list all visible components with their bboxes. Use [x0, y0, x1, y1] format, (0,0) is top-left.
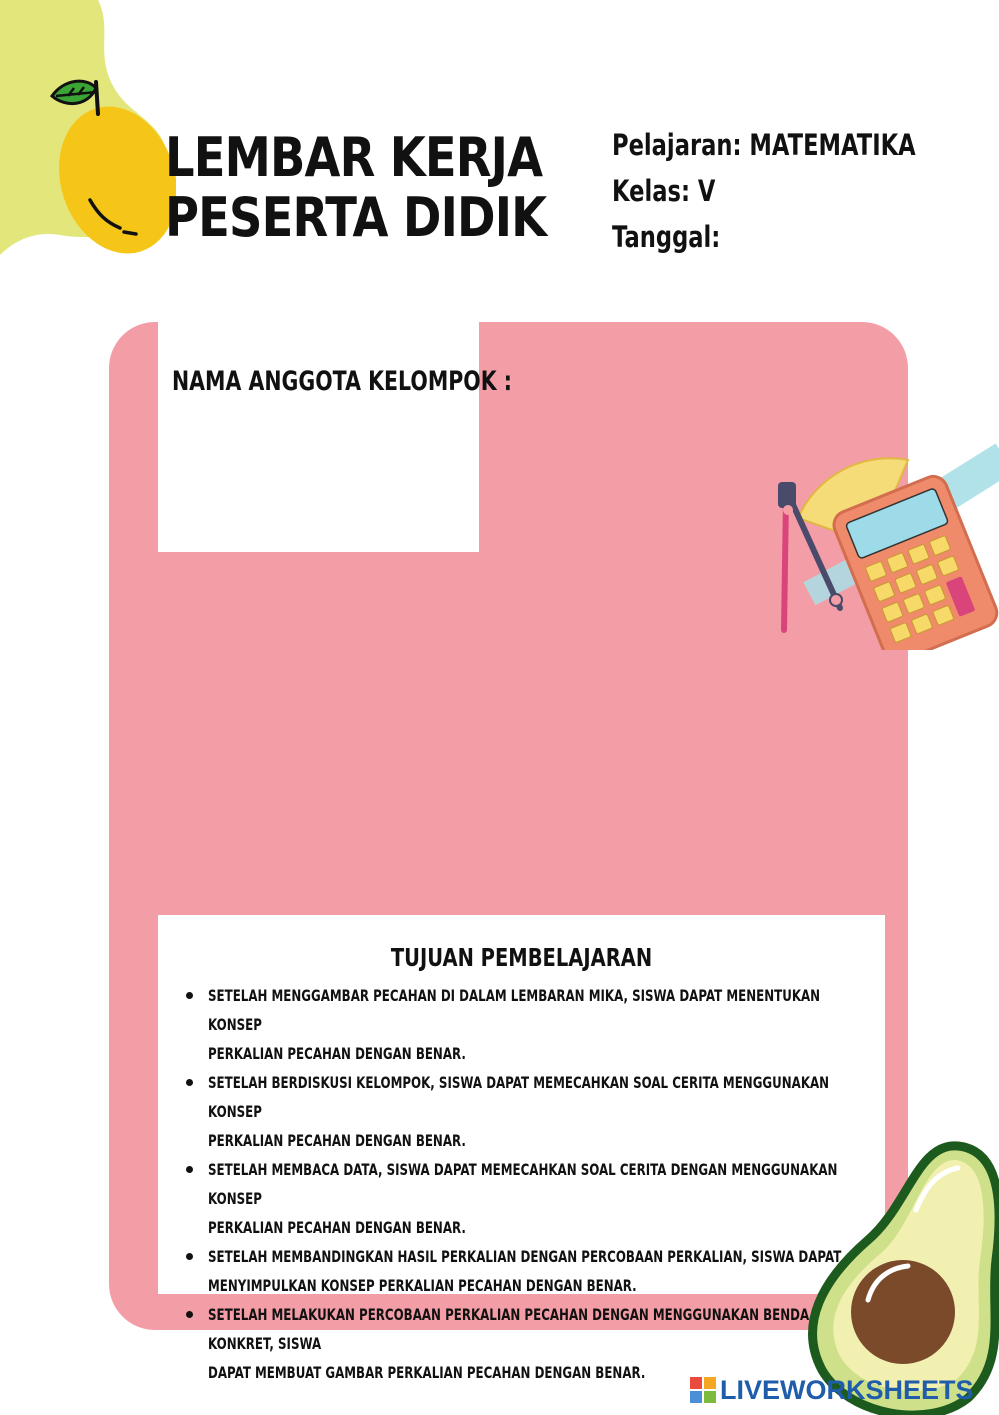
class-label: Kelas: V	[612, 174, 716, 208]
learning-goals-box	[158, 915, 885, 1382]
list-item: SETELAH BERDISKUSI KELOMPOK, SISWA DAPAT MEMECAHKAN SOAL CERITA MENGGUNAKAN KONSEP PERKALIAN PECAHAN DENGAN BENAR.	[180, 1068, 880, 1155]
lemon-icon	[26, 74, 176, 259]
learning-goals-list	[180, 981, 880, 1387]
subject-label: Pelajaran: MATEMATIKA	[612, 128, 916, 162]
worksheet-title	[165, 126, 547, 249]
title-line-2: PESERTA DIDIK	[165, 186, 547, 249]
group-members-label: NAMA ANGGOTA KELOMPOK :	[172, 366, 512, 397]
watermark-text: LIVEWORKSHEETS	[720, 1374, 974, 1405]
list-item: SETELAH MEMBACA DATA, SISWA DAPAT MEMECAHKAN SOAL CERITA DENGAN MENGGUNAKAN KONSEP PERKALIAN PECAHAN DENGAN BENAR.	[180, 1155, 880, 1242]
learning-goals-title: TUJUAN PEMBELAJARAN	[390, 943, 653, 972]
list-item: SETELAH MENGGAMBAR PECAHAN DI DALAM LEMBARAN MIKA, SISWA DAPAT MENENTUKAN KONSEP PERKALIAN PECAHAN DENGAN BENAR.	[180, 981, 880, 1068]
date-label: Tanggal:	[612, 220, 721, 254]
liveworksheets-watermark	[690, 1372, 974, 1408]
group-members-box[interactable]	[158, 322, 512, 552]
liveworksheets-logo-icon	[690, 1377, 716, 1403]
list-item: SETELAH MEMBANDINGKAN HASIL PERKALIAN DENGAN PERCOBAAN PERKALIAN, SISWA DAPAT MENYIMPULKAN KONSEP PERKALIAN PECAHAN DENGAN BENAR.	[180, 1242, 880, 1300]
header-info	[612, 122, 916, 260]
list-item: SETELAH MELAKUKAN PERCOBAAN PERKALIAN PECAHAN DENGAN MENGGUNAKAN BENDA KONKRET, SISWA DAPAT MEMBUAT GAMBAR PERKALIAN PECAHAN DENGAN BENAR.	[180, 1300, 880, 1387]
math-tools-icon	[768, 440, 999, 650]
title-line-1: LEMBAR KERJA	[165, 126, 543, 189]
